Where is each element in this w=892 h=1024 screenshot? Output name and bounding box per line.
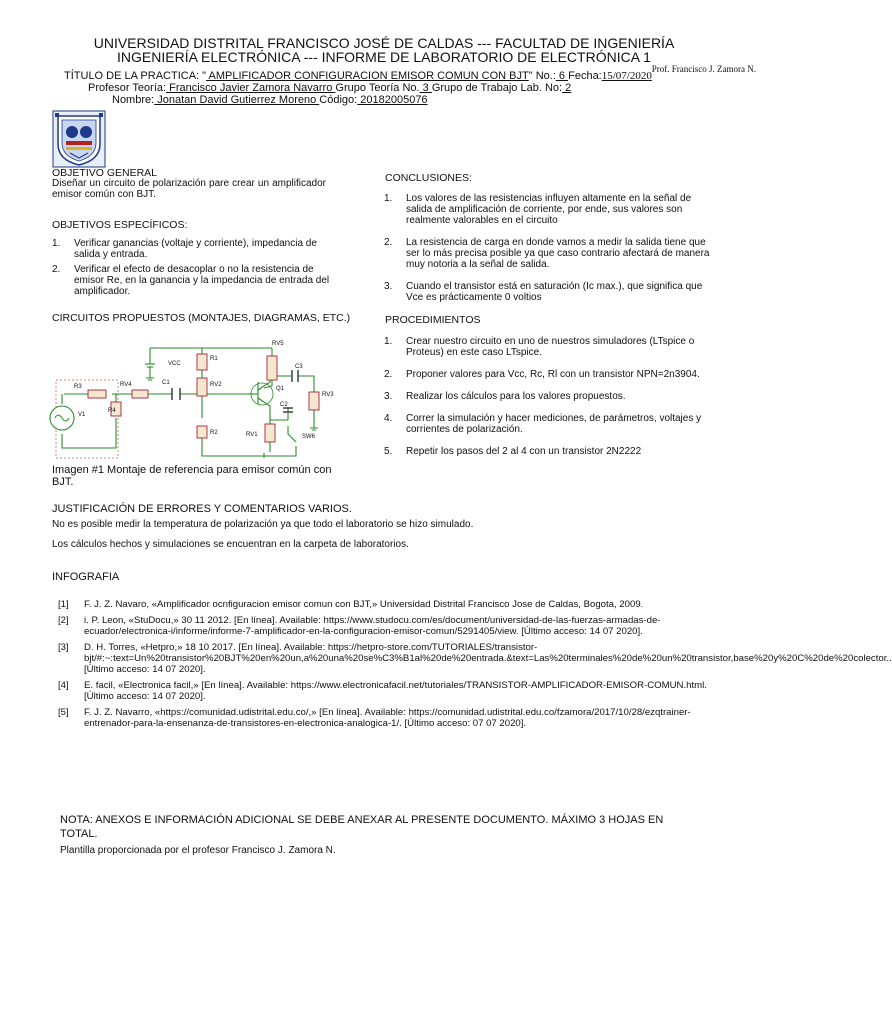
list-number: 1. xyxy=(52,238,61,249)
list-number: 1. xyxy=(384,336,393,347)
figure-caption: Imagen #1 Montaje de referencia para emisor común con BJT. xyxy=(52,464,332,488)
name-value: Jonatan David Gutierrez Moreno xyxy=(154,94,320,106)
list-number: 2. xyxy=(52,264,61,275)
prof-label: Profesor Teoría: xyxy=(88,82,167,94)
label-rv1: RV1 xyxy=(246,432,258,438)
code-label: Código: xyxy=(319,94,358,106)
specific-objectives-list xyxy=(52,238,342,297)
list-item xyxy=(58,642,892,675)
title-label: TÍTULO DE LA PRACTICA: " xyxy=(64,70,207,82)
code-value: 20182005076 xyxy=(357,94,428,106)
list-number: 1. xyxy=(384,193,393,204)
list-text: Proponer valores para Vcc, Rc, Rl con un transistor NPN=2n3904. xyxy=(406,369,700,380)
procedures-title: PROCEDIMIENTOS xyxy=(385,314,481,326)
list-text: Cuando el transistor está en saturación (Ic max.), que significa que Vce es prácticamente 0 voltios xyxy=(406,281,703,303)
label-c1: C1 xyxy=(162,380,170,386)
label-rv3: RV3 xyxy=(322,392,334,398)
label-v1: V1 xyxy=(78,412,86,418)
circuit-schematic xyxy=(52,338,358,462)
title-close: " No.: xyxy=(528,70,556,82)
list-item xyxy=(384,369,714,380)
list-text: Realizar los cálculos para los valores propuestos. xyxy=(406,391,626,402)
list-item xyxy=(384,446,714,457)
list-item xyxy=(384,237,714,270)
title-value: AMPLIFICADOR CONFIGURACION EMISOR COMUN CON BJT xyxy=(206,70,529,82)
date-value: 15/07/2020 xyxy=(601,70,652,82)
group-label: Grupo Teoría No. xyxy=(335,82,420,94)
label-q1: Q1 xyxy=(276,386,285,392)
label-r4: R4 xyxy=(108,408,116,414)
ref-number: [3] xyxy=(58,642,69,653)
references-list xyxy=(58,599,892,734)
list-number: 2. xyxy=(384,369,393,380)
label-c2: C2 xyxy=(280,402,288,408)
objective-title: OBJETIVO GENERAL xyxy=(52,167,158,179)
list-item xyxy=(384,336,714,358)
label-c3: C3 xyxy=(295,364,303,370)
label-r1: R1 xyxy=(210,356,218,362)
list-item xyxy=(52,264,342,297)
name-label: Nombre: xyxy=(112,94,155,106)
ref-text: D. H. Torres, «Hetpro,» 18 10 2017. [En línea]. Available: https://hetpro-store.com/TUTORIALES/transistor-bjt/#:~:text=Un%20transistor%20BJT%20en%20un,a%20una%20se%C3%B1al%20de%20entrada.&text=Las%20terminales%20de%20un%20transistor,base%20y%20C%20de%20colector.. [Último acceso: 14 07 2020]. xyxy=(84,642,892,675)
annex-note: NOTA: ANEXOS E INFORMACIÓN ADICIONAL SE DEBE ANEXAR AL PRESENTE DOCUMENTO. MÁXIMO 3 HOJAS EN TOTAL. xyxy=(60,814,664,840)
conclusions-title: CONCLUSIONES: xyxy=(385,172,472,184)
professor-note: Prof. Francisco J. Zamora N. xyxy=(651,64,756,74)
group-value: 3 xyxy=(419,82,432,94)
list-text: Repetir los pasos del 2 al 4 con un transistor 2N2222 xyxy=(406,446,642,457)
justification-paragraph-2: Los cálculos hechos y simulaciones se encuentran en la carpeta de laboratorios. xyxy=(52,539,409,550)
list-item xyxy=(58,615,710,637)
report-title: INGENIERÍA ELECTRÓNICA --- INFORME DE LABORATORIO DE ELECTRÓNICA 1 xyxy=(117,49,651,65)
ref-number: [4] xyxy=(58,680,69,691)
university-crest-icon xyxy=(52,110,106,168)
label-r2: R2 xyxy=(210,430,218,436)
label-rv5: RV5 xyxy=(272,341,284,347)
list-number: 5. xyxy=(384,446,393,457)
lab-group-label: Grupo de Trabajo Lab. No: xyxy=(431,82,563,94)
list-item xyxy=(58,707,710,729)
list-item xyxy=(384,413,714,435)
list-item xyxy=(58,680,710,702)
list-text: Correr la simulación y hacer mediciones, de parámetros, voltajes y corrientes de polarización. xyxy=(406,413,702,435)
justification-title: JUSTIFICACIÓN DE ERRORES Y COMENTARIOS VARIOS. xyxy=(52,503,352,515)
conclusions-list xyxy=(384,193,714,303)
ref-number: [1] xyxy=(58,599,69,610)
label-sw6: SW6 xyxy=(302,434,316,440)
list-number: 3. xyxy=(384,391,393,402)
prof-value: Francisco Javier Zamora Navarro xyxy=(166,82,336,94)
ref-text: E. facil, «Electronica facil,» [En línea]. Available: https://www.electronicafacil.net/tutoriales/TRANSISTOR-AMPLIFICADOR-EMISOR-COMUN.html. [Último acceso: 14 07 2020]. xyxy=(84,680,707,702)
practice-number: 6 xyxy=(555,70,569,82)
label-rv4: RV4 xyxy=(120,382,132,388)
procedures-list xyxy=(384,336,714,457)
justification-paragraph-1: No es posible medir la temperatura de polarización ya que todo el laboratorio se hizo simulado. xyxy=(52,519,474,530)
date-label: Fecha: xyxy=(568,70,602,82)
ref-number: [5] xyxy=(58,707,69,718)
list-item xyxy=(58,599,710,610)
list-text: La resistencia de carga en donde vamos a medir la salida tiene que ser lo más precisa posible ya que caso contrario afectará de manera muy notoria a la señal de salida. xyxy=(406,237,710,270)
list-item xyxy=(384,193,714,226)
list-item xyxy=(384,281,714,303)
label-vcc: VCC xyxy=(168,361,181,367)
infografia-title: INFOGRAFIA xyxy=(52,571,120,583)
list-text: Crear nuestro circuito en uno de nuestros simuladores (LTspice o Proteus) en este caso LTspice. xyxy=(406,336,695,358)
specific-objectives-title: OBJETIVOS ESPECÍFICOS: xyxy=(52,219,188,231)
ref-text: F. J. Z. Navaro, «Amplificador ocnfiguracion emisor comun con BJT,» Universidad Distrital Francisco Jose de Caldas, Bogota, 2009. xyxy=(84,599,644,610)
label-rv2: RV2 xyxy=(210,382,222,388)
list-item xyxy=(52,238,342,260)
circuits-title: CIRCUITOS PROPUESTOS (MONTAJES, DIAGRAMAS, ETC.) xyxy=(52,312,351,324)
objective-text: Diseñar un circuito de polarización pare crear un amplificador emisor común con BJT. xyxy=(52,178,326,200)
list-number: 4. xyxy=(384,413,393,424)
list-text: Los valores de las resistencias influyen altamente en la señal de salida de amplificación de corriente, por ende, sus valores son realmente valorables en el circuito xyxy=(406,193,692,226)
lab-group-value: 2 xyxy=(562,82,572,94)
university-title: UNIVERSIDAD DISTRITAL FRANCISCO JOSÉ DE CALDAS --- FACULTAD DE INGENIERÍA xyxy=(93,35,675,51)
list-number: 2. xyxy=(384,237,393,248)
label-r3: R3 xyxy=(74,384,82,390)
list-item xyxy=(384,391,714,402)
list-text: Verificar ganancias (voltaje y corriente), impedancia de salida y entrada. xyxy=(74,238,317,260)
list-text: Verificar el efecto de desacoplar o no la resistencia de emisor Re, en la ganancia y la impedancia de entrada del amplificador. xyxy=(74,264,330,297)
ref-text: i. P. Leon, «StuDocu,» 30 11 2012. [En línea]. Available: https://www.studocu.com/es/document/universidad-de-las-fuerzas-armadas-de-ecuador/electronica-i/informe/informe-7-amplificador-en-la-configuracion-emisor-comun/5291405/view. [Último acceso: 14 07 2020]. xyxy=(84,615,661,637)
ref-number: [2] xyxy=(58,615,69,626)
ref-text: F. J. Z. Navarro, «https://comunidad.udistrital.edu.co/,» [En línea]. Available: https://comunidad.udistrital.edu.co/fzamora/2017/10/28/ezqtrainer-entrenador-para-la-ensenanza-de-transistores-en-electronica-analogica-1/. [Último acceso: 07 07 2020]. xyxy=(84,707,691,729)
list-number: 3. xyxy=(384,281,393,292)
student-line xyxy=(112,94,428,107)
template-credit: Plantilla proporcionada por el profesor Francisco J. Zamora N. xyxy=(60,845,336,856)
